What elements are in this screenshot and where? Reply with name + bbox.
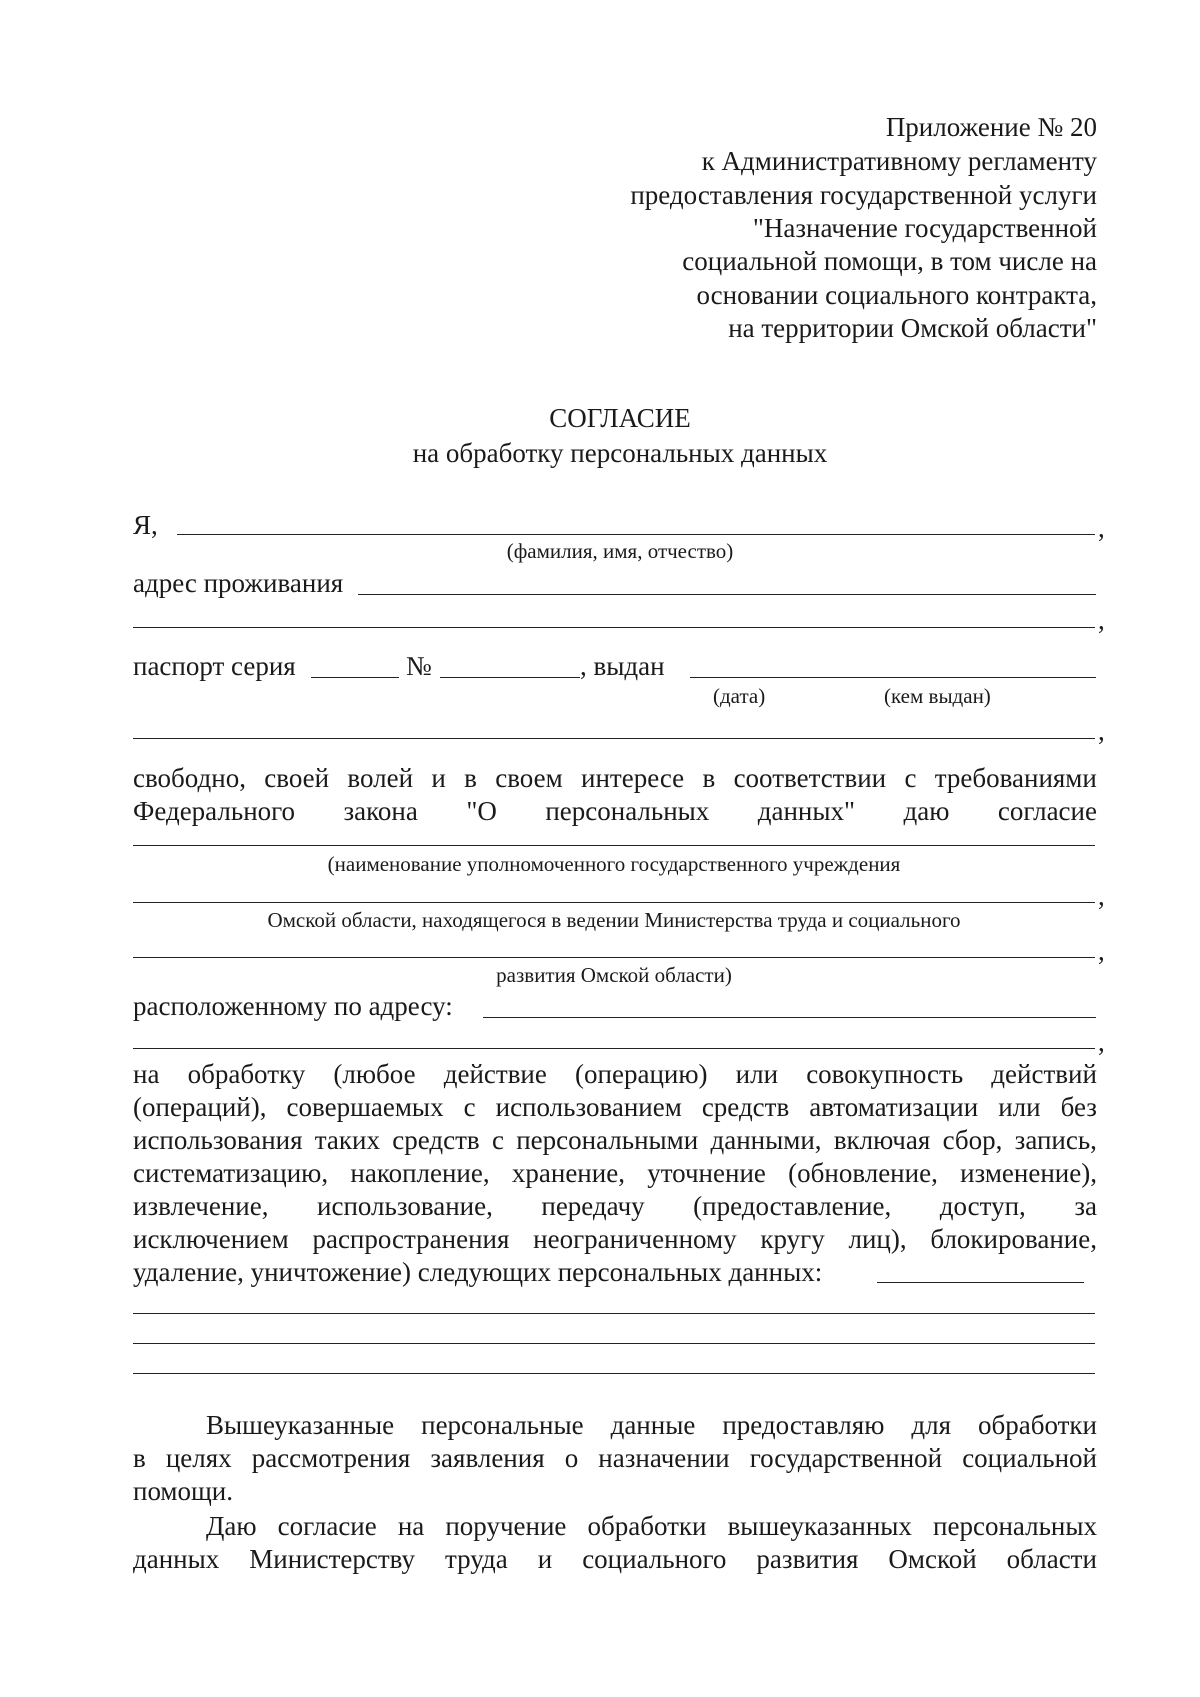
issued-field-line-2[interactable] (133, 738, 1095, 739)
word: обработки (978, 1410, 1097, 1440)
comma: , (1098, 605, 1105, 635)
issuer-caption: (кем выдан) (884, 684, 991, 708)
comma: , (1098, 936, 1105, 966)
word: сбор, (942, 1125, 1003, 1155)
word: согласие (277, 1511, 377, 1541)
word: Вышеуказанные (206, 1410, 395, 1440)
word: данные (610, 1410, 696, 1440)
word: использования (133, 1125, 303, 1155)
word: на (397, 1511, 425, 1541)
consent-line-1 (133, 762, 1097, 794)
word: хранение, (511, 1158, 625, 1188)
word: труда (444, 1544, 508, 1574)
passport-series-label: паспорт серия (133, 651, 296, 681)
delegation-line-2 (133, 1543, 1097, 1575)
i-label: Я, (133, 510, 158, 540)
located-address-line-2[interactable] (133, 1048, 1095, 1049)
word: данных (133, 1544, 220, 1574)
header-line-7: на территории Омской области" (728, 313, 1097, 343)
fio-caption: (фамилия, имя, отчество) (506, 539, 734, 563)
word: рассмотрения (251, 1443, 411, 1473)
purpose-line-3: помощи. (133, 1476, 234, 1506)
word: своей (264, 763, 330, 793)
organization-field-line-2[interactable] (133, 902, 1095, 903)
word: обработку (187, 1059, 306, 1089)
word: соответствии (733, 763, 887, 793)
word: уточнение (647, 1158, 766, 1188)
word: совершаемых (286, 1092, 444, 1122)
word: своем (495, 763, 563, 793)
comma: , (1098, 716, 1105, 746)
personal-data-list-line-4[interactable] (133, 1373, 1095, 1374)
processing-line-3 (133, 1124, 1097, 1156)
word: изменение), (960, 1158, 1097, 1188)
word: целях (165, 1443, 232, 1473)
document-title: СОГЛАСИЕ (549, 403, 691, 433)
word: на (133, 1059, 160, 1089)
purpose-line-1 (206, 1409, 1097, 1441)
word: персональных (545, 796, 710, 826)
word: предоставляю (722, 1410, 885, 1440)
word: использованием (495, 1092, 682, 1122)
word: действие (443, 1059, 547, 1089)
word: с (463, 1092, 476, 1122)
header-appendix-number: Приложение № 20 (885, 112, 1097, 142)
date-caption: (дата) (713, 684, 766, 708)
word: требованиями (934, 763, 1097, 793)
word: или (998, 1092, 1041, 1122)
processing-line-6 (133, 1223, 1097, 1255)
word: неограниченному (533, 1224, 737, 1254)
word: или (735, 1059, 779, 1089)
word: распространения (312, 1224, 510, 1254)
organization-field-line-3[interactable] (133, 957, 1095, 958)
personal-data-list-line-3[interactable] (133, 1343, 1095, 1344)
purpose-line-2 (133, 1442, 1097, 1474)
word: Министерству (249, 1544, 415, 1574)
passport-series-field[interactable] (311, 677, 399, 678)
passport-number-field[interactable] (440, 677, 580, 678)
word: даю (903, 796, 950, 826)
header-line-6: основании социального контракта, (696, 280, 1097, 310)
word: области (1006, 1544, 1097, 1574)
word: развития (756, 1544, 859, 1574)
word: обработки (587, 1511, 707, 1541)
processing-line-7: удаление, уничтожение) следующих персональных данных: (133, 1257, 823, 1287)
word: в (702, 763, 716, 793)
word: интересе (581, 763, 685, 793)
word: закона (343, 796, 418, 826)
comma: , (1098, 881, 1105, 911)
located-address-label: расположенному по адресу: (133, 991, 453, 1021)
header-line-4: "Назначение государственной (752, 213, 1097, 243)
fio-field-line[interactable] (177, 534, 1095, 535)
word: средств (701, 1092, 790, 1122)
word: включая (833, 1125, 931, 1155)
word: автоматизации (809, 1092, 979, 1122)
word: в (133, 1443, 146, 1473)
word: данными, (710, 1125, 822, 1155)
word: согласие (997, 796, 1097, 826)
word: Федерального (133, 796, 296, 826)
address-label: адрес проживания (133, 568, 344, 598)
processing-line-4 (133, 1157, 1097, 1189)
comma: , (1098, 513, 1105, 543)
word: социальной (962, 1443, 1097, 1473)
word: извлечение, (133, 1191, 269, 1221)
word: поручение (445, 1511, 567, 1541)
word: (операцию) (575, 1059, 708, 1089)
word: персональных (933, 1511, 1097, 1541)
word: "О (466, 796, 497, 826)
word: с (491, 1125, 504, 1155)
header-line-3: предоставления государственной услуги (630, 180, 1097, 210)
word: блокирование, (930, 1224, 1097, 1254)
word: заявления (430, 1443, 545, 1473)
word: для (911, 1410, 952, 1440)
word: и (537, 1544, 553, 1574)
word: государственной (749, 1443, 943, 1473)
word: без (1060, 1092, 1097, 1122)
word: лиц), (848, 1224, 907, 1254)
word: совокупность (806, 1059, 964, 1089)
word: данных" (757, 796, 856, 826)
located-address-line-1[interactable] (483, 1017, 1096, 1018)
word: о (564, 1443, 579, 1473)
word: социального (582, 1544, 727, 1574)
word: (обновление, (788, 1158, 938, 1188)
personal-data-list-line-1[interactable] (877, 1282, 1084, 1283)
word: запись, (1014, 1125, 1097, 1155)
organization-field-line-1[interactable] (133, 845, 1095, 846)
word: исключением (133, 1224, 289, 1254)
word: за (1074, 1191, 1097, 1221)
address-field-line-1[interactable] (358, 594, 1096, 595)
word: средств (392, 1125, 480, 1155)
word: и (431, 763, 446, 793)
word: волей (347, 763, 414, 793)
word: систематизацию, (133, 1158, 329, 1188)
issued-field-line[interactable] (690, 677, 1096, 678)
word: кругу (760, 1224, 825, 1254)
organization-caption-2: Омской области, находящегося в ведении Министерства труда и социального (267, 908, 961, 932)
word: в (464, 763, 477, 793)
word: назначении (598, 1443, 730, 1473)
word: доступ, (939, 1191, 1026, 1221)
comma: , (1098, 1027, 1105, 1057)
personal-data-list-line-2[interactable] (133, 1313, 1095, 1314)
organization-caption-1: (наименование уполномоченного государственного учреждения (327, 852, 901, 876)
header-line-2: к Административному регламенту (701, 146, 1097, 176)
processing-line-1 (133, 1058, 1097, 1090)
word: Даю (206, 1511, 257, 1541)
word: с (904, 763, 917, 793)
word: (предоставление, (693, 1191, 892, 1221)
header-line-5: социальной помощи, в том числе на (682, 246, 1097, 276)
word: передачу (541, 1191, 645, 1221)
document-subtitle: на обработку персональных данных (412, 438, 828, 468)
word: таких (314, 1125, 380, 1155)
delegation-line-1 (206, 1510, 1097, 1542)
issued-label: , выдан (580, 651, 665, 681)
passport-number-label: № (406, 651, 432, 681)
word: (операций), (133, 1092, 267, 1122)
word: персональные (421, 1410, 584, 1440)
word: персональными (516, 1125, 699, 1155)
word: действий (991, 1059, 1097, 1089)
processing-line-2 (133, 1091, 1097, 1123)
word: Омской (888, 1544, 977, 1574)
processing-line-5 (133, 1190, 1097, 1222)
word: свободно, (133, 763, 246, 793)
consent-line-2 (133, 795, 1097, 827)
organization-caption-3: развития Омской области) (496, 963, 732, 987)
word: (любое (333, 1059, 416, 1089)
word: использование, (317, 1191, 493, 1221)
word: накопление, (350, 1158, 490, 1188)
word: вышеуказанных (727, 1511, 912, 1541)
address-field-line-2[interactable] (133, 627, 1095, 628)
